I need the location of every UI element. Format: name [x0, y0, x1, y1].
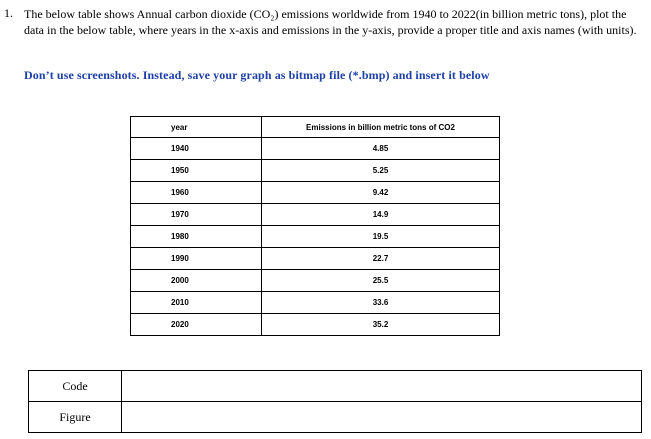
year-cell: 1980: [131, 226, 262, 248]
table-row: [131, 292, 500, 314]
emissions-cell: 14.9: [262, 204, 500, 226]
table-row: [131, 182, 500, 204]
question-text: The below table shows Annual carbon dioxide (CO₂) emissions worldwide from 1940 to 2022(in billion metric tons), plot the data in the below table, where years in the x-axis and emissions in the y-axis, provide a proper title and axis names (with units).: [24, 7, 637, 37]
question-number: 1.: [4, 6, 13, 20]
year-cell: 2000: [131, 270, 262, 292]
table-row: [131, 204, 500, 226]
emissions-cell: 19.5: [262, 226, 500, 248]
emissions-cell: 33.6: [262, 292, 500, 314]
instruction-note: Don’t use screenshots. Instead, save your graph as bitmap file (*.bmp) and insert it below: [24, 68, 490, 82]
emissions-cell: 25.5: [262, 270, 500, 292]
emissions-cell: 35.2: [262, 314, 500, 336]
figure-label: Figure: [29, 402, 122, 433]
year-cell: 2020: [131, 314, 262, 336]
emissions-table: [130, 116, 500, 336]
table-row: [131, 314, 500, 336]
table-row: [131, 160, 500, 182]
table-header-row: [131, 117, 500, 138]
year-cell: 1940: [131, 138, 262, 160]
year-cell: 2010: [131, 292, 262, 314]
answer-row-figure: [29, 402, 642, 433]
emissions-cell: 5.25: [262, 160, 500, 182]
header-year: year: [131, 117, 262, 138]
year-cell: 1970: [131, 204, 262, 226]
table-row: [131, 226, 500, 248]
table-row: [131, 248, 500, 270]
answer-row-code: [29, 371, 642, 402]
table-row: [131, 138, 500, 160]
table-row: [131, 270, 500, 292]
year-cell: 1990: [131, 248, 262, 270]
figure-answer-cell[interactable]: [122, 402, 642, 433]
header-emissions: Emissions in billion metric tons of CO2: [262, 117, 500, 138]
code-label: Code: [29, 371, 122, 402]
answer-table: [28, 370, 642, 433]
year-cell: 1950: [131, 160, 262, 182]
year-cell: 1960: [131, 182, 262, 204]
emissions-cell: 4.85: [262, 138, 500, 160]
emissions-cell: 22.7: [262, 248, 500, 270]
emissions-cell: 9.42: [262, 182, 500, 204]
code-answer-cell[interactable]: [122, 371, 642, 402]
